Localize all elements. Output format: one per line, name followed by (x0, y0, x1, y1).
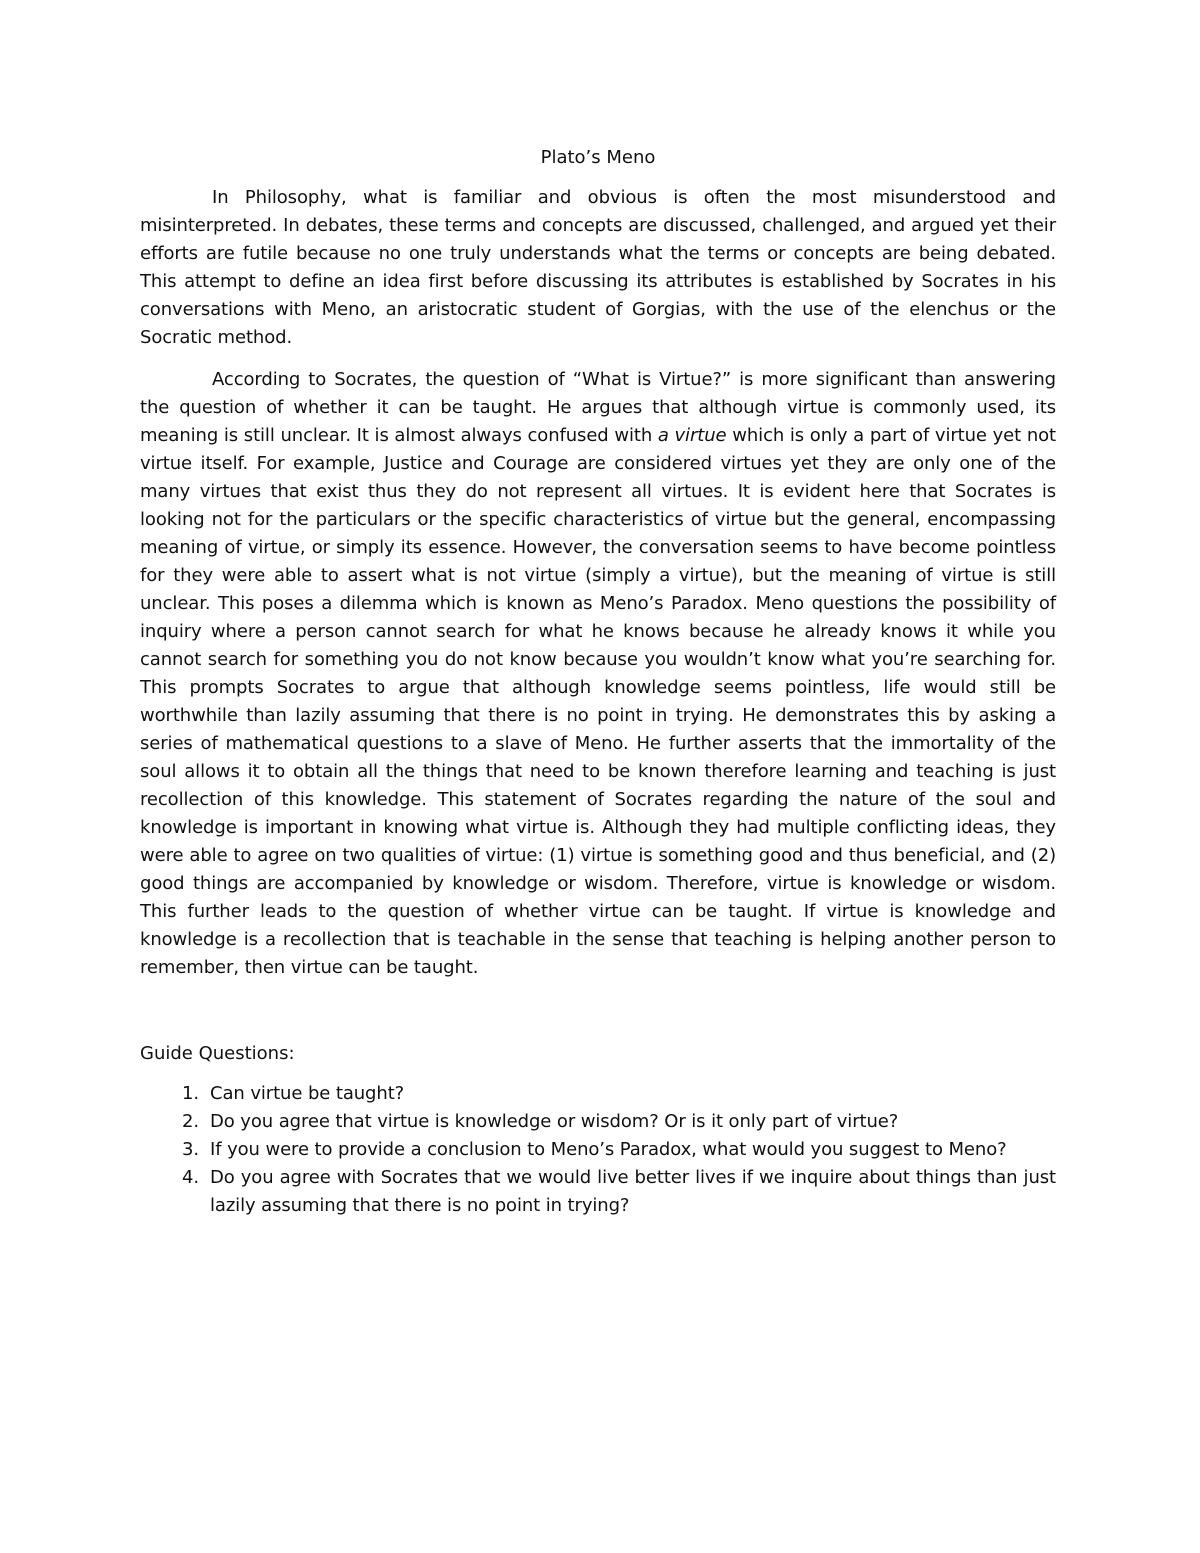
question-text: If you were to provide a conclusion to Meno’s Paradox, what would you suggest to Meno? (210, 1139, 1007, 1160)
document-page (140, 144, 1056, 1220)
guide-questions-list (140, 1080, 1056, 1220)
question-number: 1. (182, 1083, 199, 1104)
question-number: 2. (182, 1111, 199, 1132)
body-paragraph-text-start: According to Socrates, the question of “What is Virtue?” is more significant than answering the question of whether it can be taught. He argues that although virtue is commonly used, its meaning is still unclear. It is almost always confused with (140, 369, 1056, 446)
question-item (140, 1164, 1056, 1220)
question-number: 3. (182, 1139, 199, 1160)
question-number: 4. (182, 1167, 199, 1188)
question-text: Do you agree with Socrates that we would live better lives if we inquire about things than just lazily assuming that there is no point in trying? (210, 1167, 1056, 1216)
question-item (140, 1136, 1056, 1164)
question-item (140, 1108, 1056, 1136)
intro-paragraph: In Philosophy, what is familiar and obvious is often the most misunderstood and misinterpreted. In debates, these terms and concepts are discussed, challenged, and argued yet their efforts are futile because no one truly understands what the terms or concepts are being debated. This attempt to define an idea first before discussing its attributes is established by Socrates in his conversations with Meno, an aristocratic student of Gorgias, with the use of the elenchus or the Socratic method. (140, 187, 1056, 348)
question-item (140, 1080, 1056, 1108)
question-text: Do you agree that virtue is knowledge or wisdom? Or is it only part of virtue? (210, 1111, 899, 1132)
body-paragraph-italic: a virtue (657, 425, 727, 446)
body-paragraph-text-end: which is only a part of virtue yet not virtue itself. For example, Justice and Courage are considered virtues yet they are only one of the many virtues that exist thus they do not represent all virtues. It is evident here that Socrates is looking not for the particulars or the specific characteristics of virtue but the general, encompassing meaning of virtue, or simply its essence. However, the conversation seems to have become pointless for they were able to assert what is not virtue (simply a virtue), but the meaning of virtue is still unclear. This poses a dilemma which is known as Meno’s Paradox. Meno questions the possibility of inquiry where a person cannot search for what he knows because he already knows it while you cannot search for something you do not know because you wouldn’t know what you’re searching for. This prompts Socrates to argue that although knowledge seems pointless, life would still be worthwhile than lazily assuming that there is no point in trying. He demonstrates this by asking a series of mathematical questions to a slave of Meno. He further asserts that the immortality of the soul allows it to obtain all the things that need to be known therefore learning and teaching is just recollection of this knowledge. This statement of Socrates regarding the nature of the soul and knowledge is important in knowing what virtue is. Although they had multiple conflicting ideas, they were able to agree on two qualities of virtue: (1) virtue is something good and thus beneficial, and (2) good things are accompanied by knowledge or wisdom. Therefore, virtue is knowledge or wisdom. This further leads to the question of whether virtue can be taught. If virtue is knowledge and knowledge is a recollection that is teachable in the sense that teaching is helping another person to remember, then virtue can be taught. (140, 425, 1057, 978)
document-title: Plato’s Meno (540, 147, 656, 168)
question-text: Can virtue be taught? (210, 1083, 405, 1104)
guide-questions-heading: Guide Questions: (140, 1043, 295, 1064)
body-paragraph (140, 366, 1056, 982)
